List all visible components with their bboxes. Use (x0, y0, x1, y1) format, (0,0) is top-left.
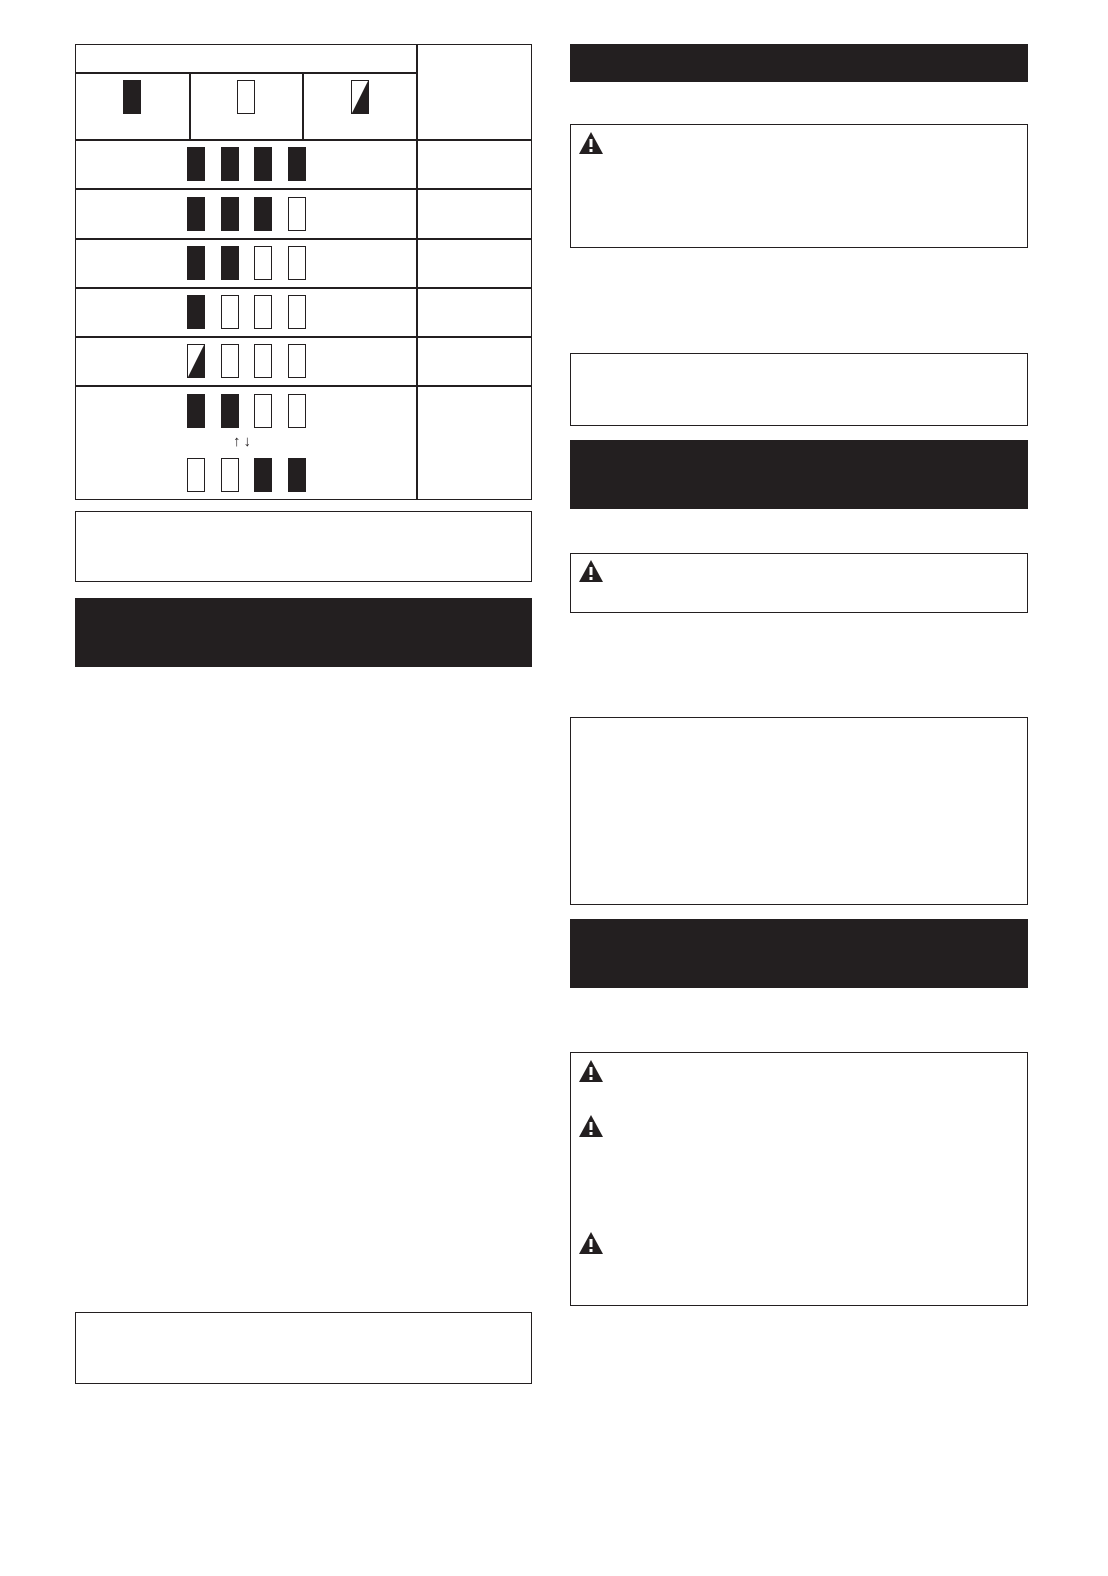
table-rule (416, 44, 418, 500)
indicator-lamp (254, 295, 272, 329)
legend-lamp-on (123, 80, 141, 114)
indicator-lamp (187, 458, 205, 492)
table-rule (75, 72, 417, 74)
note-box (75, 511, 532, 582)
table-rule (75, 287, 532, 289)
legend-lamp-off (237, 80, 255, 114)
caution-box (570, 124, 1028, 248)
indicator-lamp (221, 394, 239, 428)
table-rule (75, 238, 532, 240)
section-heading (570, 44, 1028, 82)
note-box (75, 1312, 532, 1384)
table-rule (302, 72, 304, 140)
table-rule (75, 188, 532, 190)
indicator-lamp (221, 197, 239, 231)
indicator-lamp (221, 246, 239, 280)
indicator-lamp (288, 246, 306, 280)
indicator-lamp (288, 394, 306, 428)
section-heading (75, 598, 532, 667)
legend-lamp-blinking (351, 80, 369, 114)
indicator-lamp (254, 197, 272, 231)
warning-icon (578, 1059, 604, 1083)
indicator-lamp (288, 147, 306, 181)
indicator-lamp (187, 147, 205, 181)
warning-icon (578, 1114, 604, 1138)
section-heading (570, 440, 1028, 509)
table-rule (189, 72, 191, 140)
indicator-lamp (288, 458, 306, 492)
note-box (570, 717, 1028, 905)
section-heading (570, 919, 1028, 988)
indicator-lamp (221, 344, 239, 378)
indicator-lamp (288, 197, 306, 231)
warning-icon (578, 559, 604, 583)
caution-box (570, 1052, 1028, 1306)
indicator-lamp (187, 246, 205, 280)
indicator-lamp (288, 295, 306, 329)
indicator-lamp (254, 147, 272, 181)
indicator-lamp (221, 458, 239, 492)
indicator-lamp (254, 394, 272, 428)
note-box (570, 353, 1028, 426)
indicator-lamp (187, 344, 205, 378)
indicator-lamp (288, 344, 306, 378)
indicator-lamp (254, 246, 272, 280)
indicator-lamp (254, 458, 272, 492)
indicator-lamp (187, 295, 205, 329)
caution-box (570, 553, 1028, 613)
indicator-lamp (254, 344, 272, 378)
indicator-lamp (221, 147, 239, 181)
table-rule (75, 139, 532, 141)
table-rule (75, 385, 532, 387)
indicator-lamp (221, 295, 239, 329)
warning-icon (578, 131, 604, 155)
table-rule (75, 336, 532, 338)
indicator-lamp (187, 394, 205, 428)
indicator-lamp (187, 197, 205, 231)
alternate-arrows: ↑↓ (233, 433, 254, 450)
warning-icon (578, 1231, 604, 1255)
